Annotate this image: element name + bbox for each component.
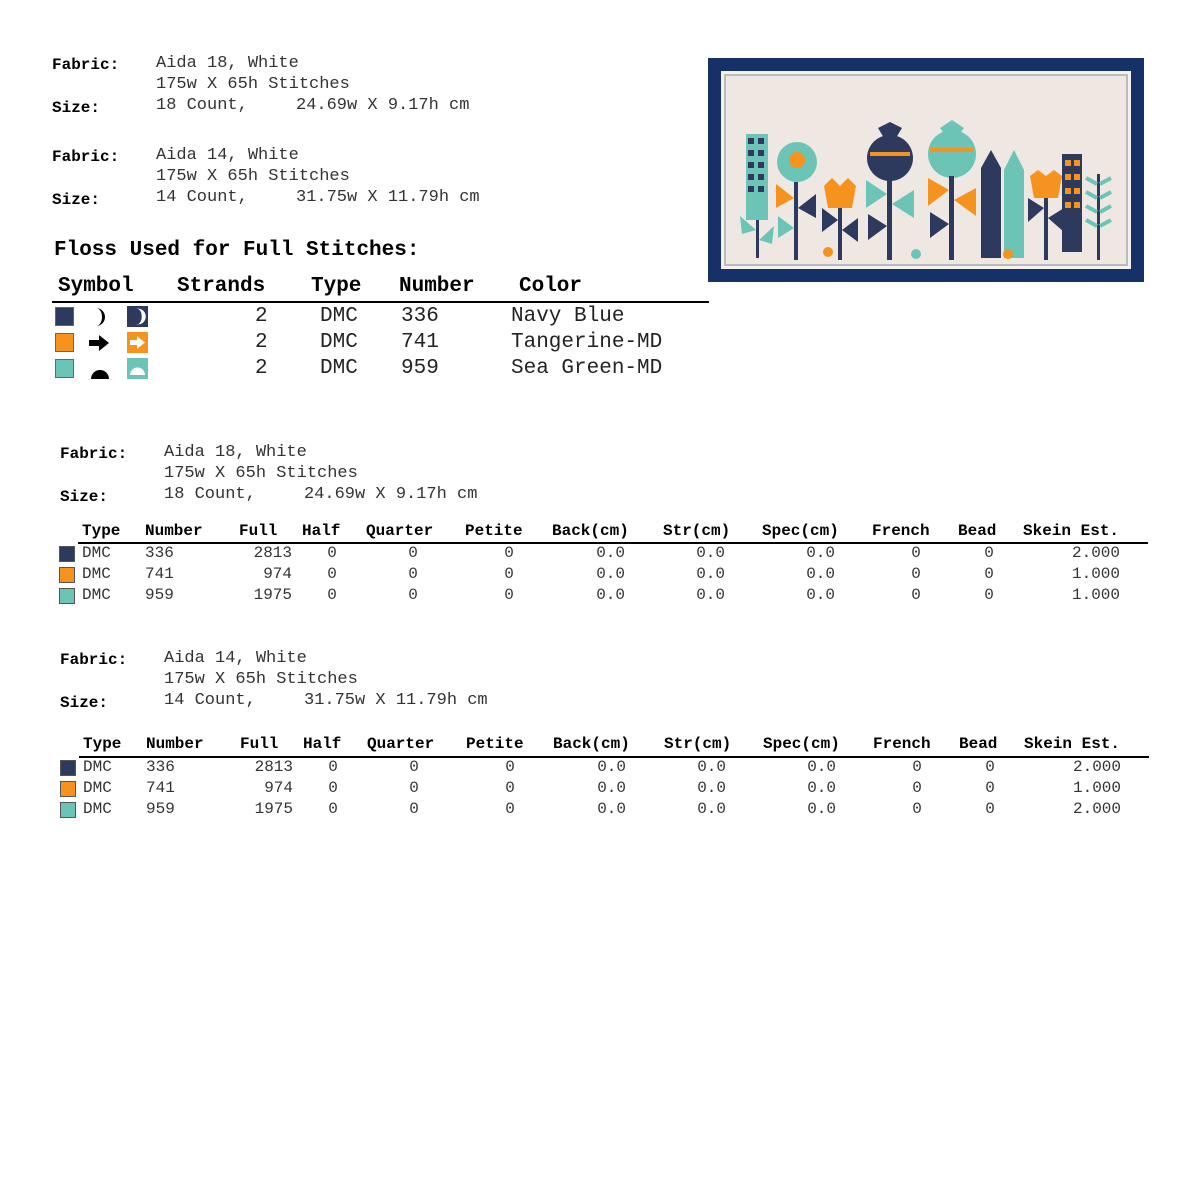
- size-value: 31.75w X 11.79h cm: [296, 188, 480, 207]
- cell-bead: 0: [984, 544, 994, 562]
- cell-french: 0: [912, 779, 922, 797]
- floss-header-rule: [52, 301, 709, 303]
- col-header-half: Half: [303, 735, 342, 753]
- fabric-value: Aida 14, White: [164, 649, 307, 668]
- orange-symbol-box: [127, 332, 148, 353]
- fabric-label: Fabric:: [52, 148, 120, 166]
- cell-type: DMC: [82, 544, 111, 562]
- fabric-label: Fabric:: [60, 651, 128, 669]
- size-value: 24.69w X 9.17h cm: [304, 485, 478, 504]
- cell-skein: 2.000: [1072, 758, 1121, 776]
- col-header-quarter: Quarter: [367, 735, 435, 753]
- cell-type: DMC: [83, 758, 112, 776]
- cell-full: 974: [264, 779, 293, 797]
- floss-color: Tangerine-MD: [511, 331, 663, 354]
- col-header-back: Back(cm): [553, 735, 630, 753]
- cell-type: DMC: [82, 565, 111, 583]
- fabric-value: Aida 18, White: [156, 54, 299, 73]
- floss-header-symbol: Symbol: [58, 275, 134, 298]
- cell-skein: 1.000: [1071, 565, 1120, 583]
- cell-str: 0.0: [697, 758, 726, 776]
- cell-spec: 0.0: [807, 800, 836, 818]
- stitch-count: 175w X 65h Stitches: [156, 167, 350, 186]
- right-arrow-icon: [127, 332, 148, 353]
- count-value: 14 Count,: [156, 188, 248, 207]
- cell-str: 0.0: [696, 544, 725, 562]
- color-swatch: [60, 781, 76, 797]
- size-label: Size:: [52, 191, 101, 209]
- cell-quarter: 0: [408, 565, 418, 583]
- cell-skein: 1.000: [1071, 586, 1120, 604]
- cell-type: DMC: [83, 800, 112, 818]
- cell-french: 0: [912, 758, 922, 776]
- col-header-full: Full: [239, 522, 278, 540]
- cell-french: 0: [911, 565, 921, 583]
- floss-type: DMC: [320, 331, 358, 354]
- col-header-bead: Bead: [959, 735, 998, 753]
- col-header-type: Type: [83, 735, 122, 753]
- cell-petite: 0: [504, 586, 514, 604]
- col-header-half: Half: [302, 522, 341, 540]
- col-header-french: French: [872, 522, 930, 540]
- cell-str: 0.0: [696, 565, 725, 583]
- cell-skein: 1.000: [1072, 779, 1121, 797]
- cell-number: 336: [146, 758, 175, 776]
- cell-back: 0.0: [596, 586, 625, 604]
- fabric-value: Aida 18, White: [164, 443, 307, 462]
- size-value: 24.69w X 9.17h cm: [296, 96, 470, 115]
- floss-number: 741: [401, 331, 439, 354]
- cell-quarter: 0: [408, 586, 418, 604]
- col-header-number: Number: [146, 735, 204, 753]
- cell-number: 336: [145, 544, 174, 562]
- cell-bead: 0: [984, 565, 994, 583]
- cell-petite: 0: [505, 800, 515, 818]
- crescent-moon-icon: [89, 306, 109, 328]
- color-swatch: [60, 760, 76, 776]
- cell-back: 0.0: [597, 800, 626, 818]
- fabric-label: Fabric:: [60, 445, 128, 463]
- cell-full: 1975: [254, 800, 293, 818]
- fabric-label: Fabric:: [52, 56, 120, 74]
- floss-header-number: Number: [399, 275, 475, 298]
- count-value: 18 Count,: [164, 485, 256, 504]
- cell-number: 959: [146, 800, 175, 818]
- cell-type: DMC: [83, 779, 112, 797]
- floss-color: Navy Blue: [511, 305, 625, 328]
- floss-strands: 2: [255, 331, 268, 354]
- half-circle-icon: [90, 366, 110, 380]
- floss-strands: 2: [255, 305, 268, 328]
- cell-bead: 0: [985, 758, 995, 776]
- cell-petite: 0: [505, 758, 515, 776]
- fabric-value: Aida 14, White: [156, 146, 299, 165]
- cell-french: 0: [911, 544, 921, 562]
- cell-bead: 0: [985, 779, 995, 797]
- crescent-moon-icon: [127, 306, 148, 327]
- cell-french: 0: [911, 586, 921, 604]
- color-swatch: [59, 546, 75, 562]
- cell-type: DMC: [82, 586, 111, 604]
- cell-half: 0: [328, 779, 338, 797]
- cell-petite: 0: [505, 779, 515, 797]
- floss-header-strands: Strands: [177, 275, 266, 298]
- cell-full: 974: [263, 565, 292, 583]
- cell-full: 2813: [254, 758, 293, 776]
- cell-french: 0: [912, 800, 922, 818]
- cell-half: 0: [328, 800, 338, 818]
- cell-skein: 2.000: [1072, 800, 1121, 818]
- cell-full: 1975: [253, 586, 292, 604]
- cell-half: 0: [327, 544, 337, 562]
- stitch-count: 175w X 65h Stitches: [156, 75, 350, 94]
- col-header-skein: Skein Est.: [1023, 522, 1120, 540]
- size-value: 31.75w X 11.79h cm: [304, 691, 488, 710]
- col-header-full: Full: [240, 735, 279, 753]
- cell-petite: 0: [504, 544, 514, 562]
- floss-header-color: Color: [519, 275, 583, 298]
- col-header-str: Str(cm): [663, 522, 731, 540]
- cell-bead: 0: [985, 800, 995, 818]
- size-label: Size:: [52, 99, 101, 117]
- col-header-skein: Skein Est.: [1024, 735, 1121, 753]
- cell-spec: 0.0: [807, 779, 836, 797]
- col-header-spec: Spec(cm): [763, 735, 840, 753]
- floss-strands: 2: [255, 357, 268, 380]
- color-swatch: [60, 802, 76, 818]
- cell-back: 0.0: [597, 779, 626, 797]
- col-header-petite: Petite: [466, 735, 524, 753]
- floss-color: Sea Green-MD: [511, 357, 663, 380]
- teal-swatch: [55, 359, 74, 378]
- cell-quarter: 0: [409, 800, 419, 818]
- cell-quarter: 0: [408, 544, 418, 562]
- cell-number: 741: [146, 779, 175, 797]
- cell-back: 0.0: [596, 544, 625, 562]
- col-header-quarter: Quarter: [366, 522, 434, 540]
- half-circle-icon: [127, 358, 148, 379]
- cell-back: 0.0: [596, 565, 625, 583]
- col-header-spec: Spec(cm): [762, 522, 839, 540]
- navy-swatch: [55, 307, 74, 326]
- floss-header-type: Type: [311, 275, 362, 298]
- cell-spec: 0.0: [806, 586, 835, 604]
- size-label: Size:: [60, 488, 109, 506]
- col-header-french: French: [873, 735, 931, 753]
- cell-petite: 0: [504, 565, 514, 583]
- cell-half: 0: [327, 586, 337, 604]
- count-value: 18 Count,: [156, 96, 248, 115]
- cell-half: 0: [327, 565, 337, 583]
- cell-full: 2813: [253, 544, 292, 562]
- cell-str: 0.0: [697, 779, 726, 797]
- stitch-count: 175w X 65h Stitches: [164, 464, 358, 483]
- cell-str: 0.0: [697, 800, 726, 818]
- floss-title: Floss Used for Full Stitches:: [54, 239, 420, 262]
- cell-spec: 0.0: [806, 544, 835, 562]
- col-header-number: Number: [145, 522, 203, 540]
- right-arrow-icon: [88, 333, 110, 353]
- color-swatch: [59, 567, 75, 583]
- col-header-type: Type: [82, 522, 121, 540]
- floss-number: 336: [401, 305, 439, 328]
- col-header-str: Str(cm): [664, 735, 732, 753]
- count-value: 14 Count,: [164, 691, 256, 710]
- pattern-preview-image: [708, 58, 1144, 282]
- cell-number: 959: [145, 586, 174, 604]
- col-header-back: Back(cm): [552, 522, 629, 540]
- cell-str: 0.0: [696, 586, 725, 604]
- cell-half: 0: [328, 758, 338, 776]
- orange-swatch: [55, 333, 74, 352]
- cell-back: 0.0: [597, 758, 626, 776]
- floss-type: DMC: [320, 305, 358, 328]
- cell-quarter: 0: [409, 779, 419, 797]
- floss-number: 959: [401, 357, 439, 380]
- navy-symbol-box: [127, 306, 148, 327]
- floss-type: DMC: [320, 357, 358, 380]
- cell-spec: 0.0: [807, 758, 836, 776]
- cell-spec: 0.0: [806, 565, 835, 583]
- cell-number: 741: [145, 565, 174, 583]
- teal-symbol-box: [127, 358, 148, 379]
- size-label: Size:: [60, 694, 109, 712]
- cell-quarter: 0: [409, 758, 419, 776]
- cell-bead: 0: [984, 586, 994, 604]
- stitch-count: 175w X 65h Stitches: [164, 670, 358, 689]
- cell-skein: 2.000: [1071, 544, 1120, 562]
- col-header-petite: Petite: [465, 522, 523, 540]
- color-swatch: [59, 588, 75, 604]
- col-header-bead: Bead: [958, 522, 997, 540]
